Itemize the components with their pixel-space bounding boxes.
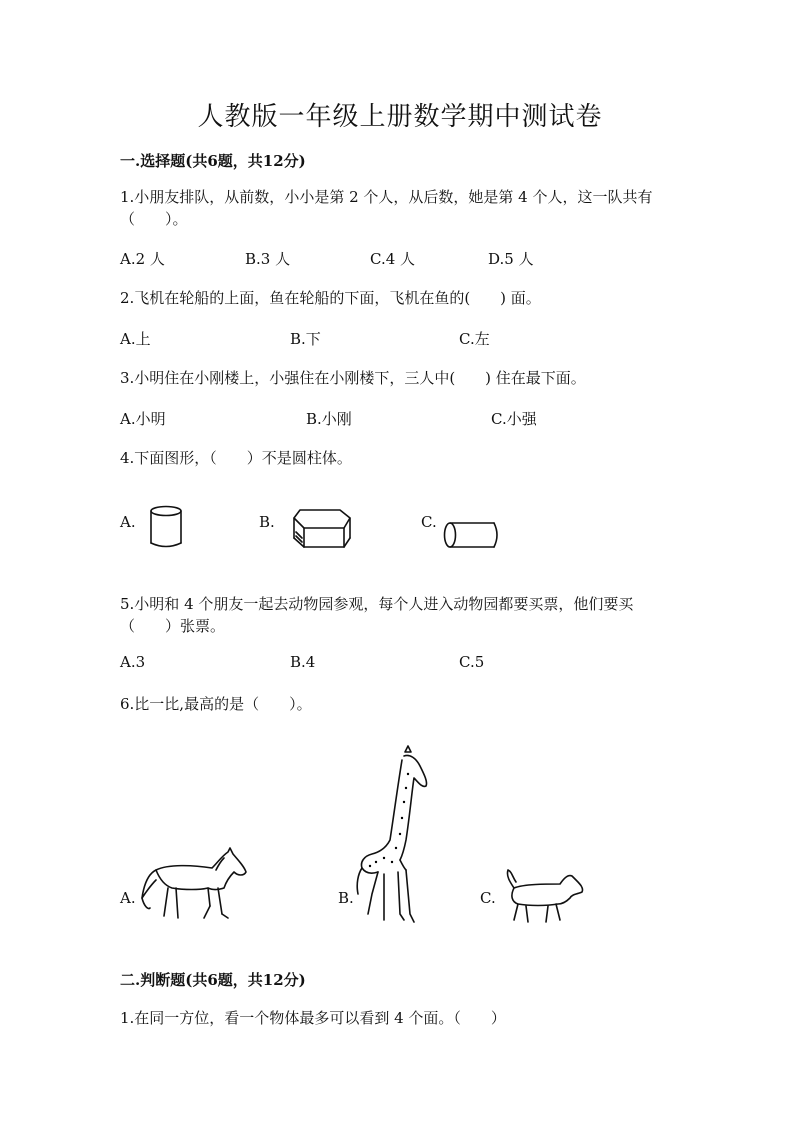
q1-option-d[interactable]: D.5 人 xyxy=(488,250,534,268)
q5-option-b[interactable]: B.4 xyxy=(290,653,316,671)
giraffe-icon xyxy=(352,744,432,926)
q5-option-c[interactable]: C.5 xyxy=(459,653,485,671)
question-4-text: 4.下面图形，（ ）不是圆柱体。 xyxy=(120,449,352,467)
q1-option-b[interactable]: B.3 人 xyxy=(245,250,291,268)
q3-option-b[interactable]: B.小刚 xyxy=(306,410,352,428)
cylinder-lying-icon xyxy=(440,519,502,553)
q2-option-c[interactable]: C.左 xyxy=(459,330,490,348)
q3-option-a[interactable]: A.小明 xyxy=(120,410,166,428)
horse-icon xyxy=(138,848,250,924)
q6-option-a[interactable]: A. xyxy=(120,889,136,907)
dog-icon xyxy=(500,868,586,924)
cylinder-upright-icon xyxy=(148,504,188,550)
question-2-text: 2.飞机在轮船的上面，鱼在轮船的下面，飞机在鱼的( ) 面。 xyxy=(120,289,541,307)
q2-option-a[interactable]: A.上 xyxy=(120,330,151,348)
question-3-text: 3.小明住在小刚楼上，小强住在小刚楼下，三人中( ) 住在最下面。 xyxy=(120,369,586,387)
q5-option-a[interactable]: A.3 xyxy=(120,653,146,671)
question-1-text: 1.小朋友排队，从前数，小小是第 2 个人，从后数，她是第 4 个人，这一队共有（ ）。 xyxy=(120,188,653,228)
q6-option-c[interactable]: C. xyxy=(480,889,496,907)
section-heading-true-false: 二.判断题(共6题，共12分) xyxy=(120,971,306,989)
hexagonal-prism-icon xyxy=(290,506,354,550)
q1-option-a[interactable]: A.2 人 xyxy=(120,250,165,268)
q2-option-b[interactable]: B.下 xyxy=(290,330,321,348)
q1-option-c[interactable]: C.4 人 xyxy=(370,250,416,268)
q3-option-c[interactable]: C.小强 xyxy=(491,410,537,428)
question-5-text: 5.小明和 4 个朋友一起去动物园参观，每个人进入动物园都要买票，他们要买（ ）张票。 xyxy=(120,595,634,635)
page-title: 人教版一年级上册数学期中测试卷 xyxy=(197,102,603,132)
q4-option-a[interactable]: A. xyxy=(120,513,136,531)
question-6-text: 6.比一比,最高的是（ ）。 xyxy=(120,695,312,713)
section-heading-choice: 一.选择题(共6题，共12分) xyxy=(120,152,306,170)
q4-option-b[interactable]: B. xyxy=(259,513,275,531)
tf-question-1-text: 1.在同一方位，看一个物体最多可以看到 4 个面。（ ） xyxy=(120,1009,506,1027)
q4-option-c[interactable]: C. xyxy=(421,513,437,531)
q6-option-b[interactable]: B. xyxy=(338,889,354,907)
